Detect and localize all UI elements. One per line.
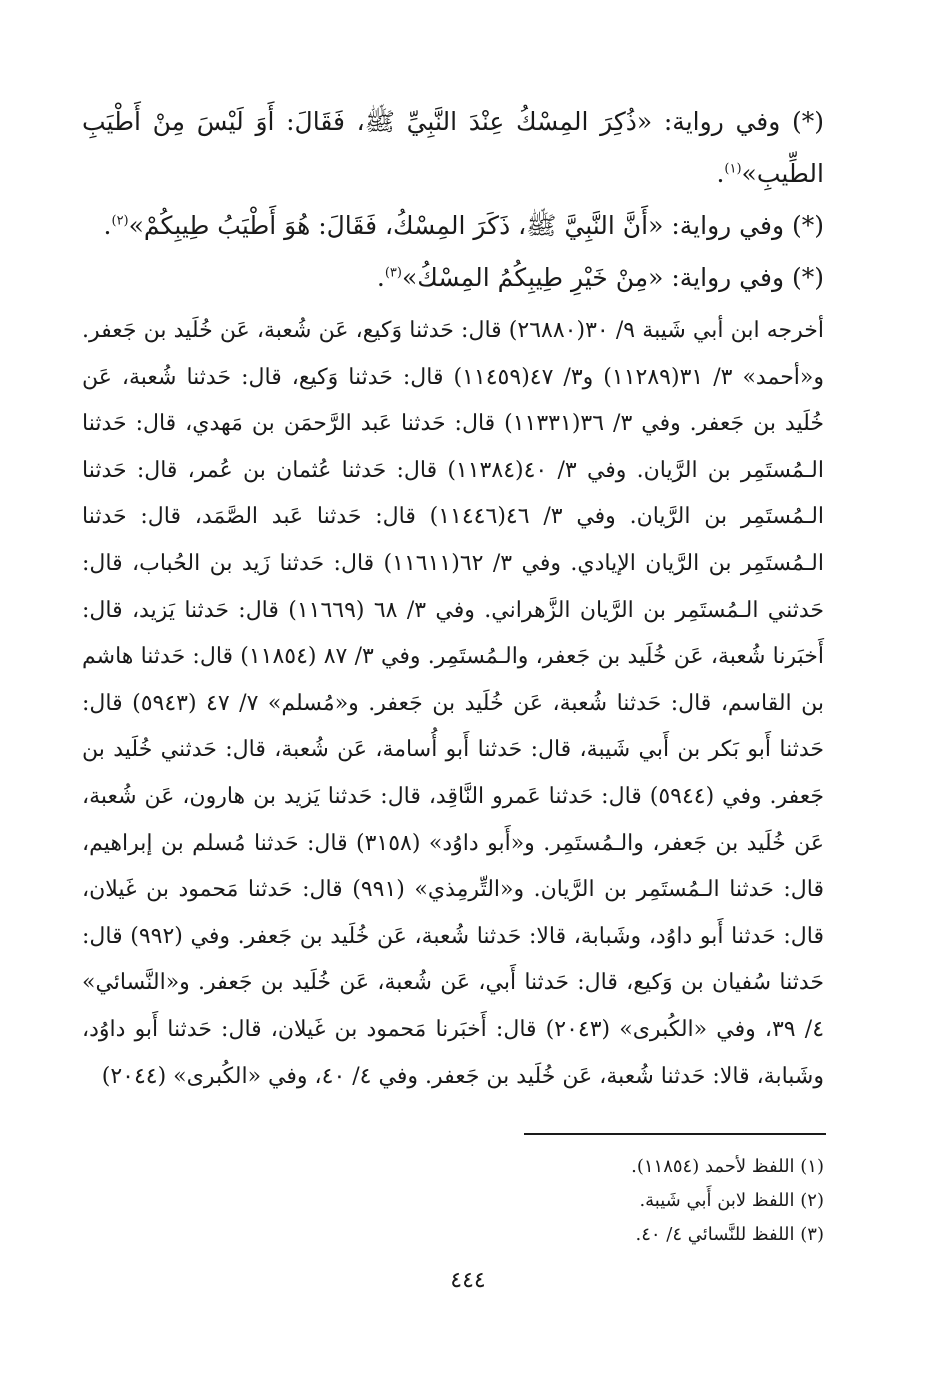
narration-text: (*) وفي رواية: «مِنْ خَيْرِ طِيبِكُمُ المِسْكُ» bbox=[401, 263, 824, 292]
footnote-2: (٢) اللفظ لابن أَبي شَيبة. bbox=[639, 1190, 824, 1211]
footnote-3: (٣) اللفظ للنَّسائي ٤/ ٤٠. bbox=[635, 1224, 824, 1245]
takhrij-block bbox=[82, 308, 824, 1100]
narration-text: (*) وفي رواية: «أَنَّ النَّبِيَّ ﷺ، ذَكَرَ المِسْكُ، فَقَالَ: هُوَ أَطْيَبُ طِيبِكُمْ» bbox=[128, 211, 824, 240]
footnote-separator bbox=[524, 1133, 826, 1135]
footnote-ref: (١) bbox=[724, 161, 742, 177]
narration-2: (*) وفي رواية: «أَنَّ النَّبِيَّ ﷺ، ذَكَرَ المِسْكُ، فَقَالَ: هُوَ أَطْيَبُ طِيبِكُمْ»$^{(٢)}$. bbox=[103, 211, 824, 240]
narration-3: (*) وفي رواية: «مِنْ خَيْرِ طِيبِكُمُ المِسْكُ»$^{(٣)}$. bbox=[376, 263, 824, 292]
footnotes bbox=[300, 1150, 824, 1252]
takhrij-paragraph: أخرجه ابن أبي شَيبة ٩/ ٣٠(٢٦٨٨٠) قال: حَدثنا وَكيع، عَن شُعبة، عَن خُلَيد بن جَعفر. و«أحمد» ٣/ ٣١(١١٢٨٩) و٣/ ٤٧(١١٤٥٩) قال: حَدثنا وَكيع، قال: حَدثنا شُعبة، عَن خُلَيد بن جَعفر. وفي ٣/ ٣٦(١١٣٣١) قال: حَدثنا عَبد الرَّحمَن بن مَهدي، قال: حَدثنا الـمُستَمِر بن الرَّيان. وفي ٣/ ٤٠(١١٣٨٤) قال: حَدثنا عُثمان بن عُمر، قال: حَدثنا الـمُستَمِر بن الرَّيان. وفي ٣/ ٤٦(١١٤٤٦) قال: حَدثنا عَبد الصَّمَد، قال: حَدثنا الـمُستَمِر بن الرَّيان الإيادي. وفي ٣/ ٦٢(١١٦١١) قال: حَدثنا زَيد بن الحُباب، قال: حَدثني الـمُستَمِر بن الرَّيان الزَّهراني. وفي ٣/ ٦٨ (١١٦٦٩) قال: حَدثنا يَزيد، قال: أَخبَرنا شُعبة، عَن خُلَيد بن جَعفر، والـمُستَمِر. وفي ٣/ ٨٧ (١١٨٥٤) قال: حَدثنا هاشم بن القاسم، قال: حَدثنا شُعبة، عَن خُلَيد بن جَعفر. و«مُسلم» ٧/ ٤٧ (٥٩٤٣) قال: حَدثنا أَبو بَكر بن أَبي شَيبة، قال: حَدثنا أَبو أُسامة، عَن شُعبة، قال: حَدثني خُلَيد بن جَعفر. وفي (٥٩٤٤) قال: حَدثنا عَمرو النَّاقِد، قال: حَدثنا يَزيد بن هارون، عَن شُعبة، عَن خُلَيد بن جَعفر، والـمُستَمِر. و«أَبو داوُد» (٣١٥٨) قال: حَدثنا مُسلم بن إبراهيم، قال: حَدثنا الـمُستَمِر بن الرَّيان. و«التِّرمِذي» (٩٩١) قال: حَدثنا مَحمود بن غَيلان، قال: حَدثنا أَبو داوُد، وشَبابة، قالا: حَدثنا شُعبة، عَن خُلَيد بن جَعفر. وفي (٩٩٢) قال: حَدثنا سُفيان بن وَكيع، قال: حَدثنا أَبي، عَن شُعبة، عَن خُلَيد بن جَعفر. و«النَّسائي» ٤/ ٣٩، وفي «الكُبرى» (٢٠٤٣) قال: أَخبَرنا مَحمود بن غَيلان، قال: حَدثنا أَبو داوُد، وشَبابة، قالا: حَدثنا شُعبة، عَن خُلَيد بن جَعفر. وفي ٤/ ٤٠، وفي «الكُبرى» (٢٠٤٤) bbox=[82, 318, 825, 1089]
narration-1: (*) وفي رواية: «ذُكِرَ المِسْكُ عِنْدَ النَّبِيِّ ﷺ، فَقَالَ: أَوَ لَيْسَ مِنْ أَطْيَبِ الطِّيبِ»$^{(١)}$. bbox=[82, 107, 824, 188]
footnote-1: (١) اللفظ لأحمد (١١٨٥٤). bbox=[631, 1156, 824, 1177]
page-number: ٤٤٤ bbox=[450, 1268, 486, 1293]
footnote-ref: (٣) bbox=[384, 265, 402, 281]
narration-text: (*) وفي رواية: «ذُكِرَ المِسْكُ عِنْدَ النَّبِيِّ ﷺ، فَقَالَ: أَوَ لَيْسَ مِنْ أَطْيَبِ الطِّيبِ» bbox=[82, 107, 824, 188]
footnote-ref: (٢) bbox=[111, 213, 129, 229]
narrations-block bbox=[82, 96, 824, 304]
